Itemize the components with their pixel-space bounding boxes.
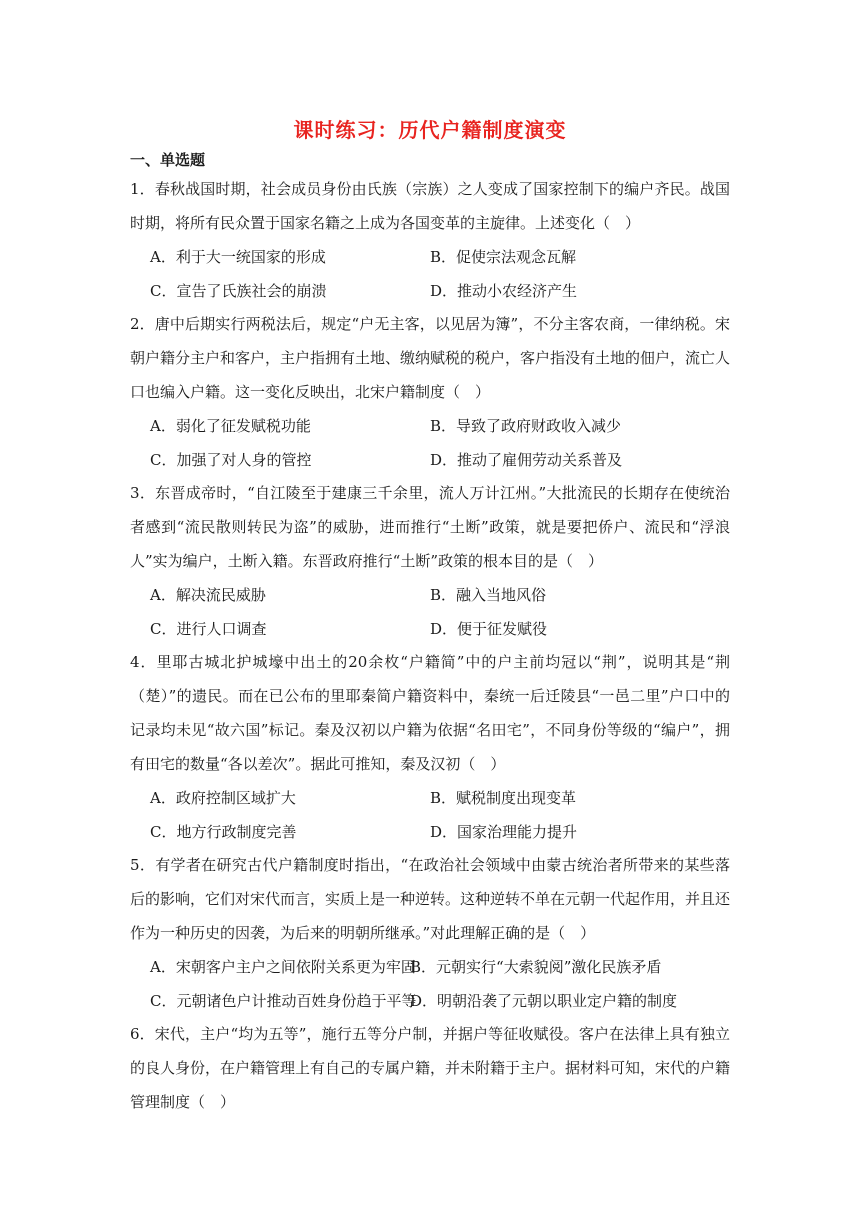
question-2-options bbox=[150, 409, 730, 477]
option-d: D．国家治理能力提升 bbox=[430, 823, 578, 841]
option-c: C．加强了对人身的管控 bbox=[150, 451, 312, 469]
option-a: A．政府控制区域扩大 bbox=[150, 789, 296, 807]
option-b: B．导致了政府财政收入减少 bbox=[430, 417, 622, 435]
question-1-options bbox=[150, 240, 730, 308]
option-c: C．宣告了氏族社会的崩溃 bbox=[150, 282, 327, 300]
option-a: A．弱化了征发赋税功能 bbox=[150, 417, 311, 435]
question-2-stem: 2．唐中后期实行两税法后，规定“户无主客，以见居为簿”，不分主客农商，一律纳税。宋朝户籍分主户和客户，主户指拥有土地、缴纳赋税的税户，客户指没有土地的佃户，流亡人口也编入户籍。这一变化反映出，北宋户籍制度（ ） bbox=[130, 315, 731, 401]
document-title: 课时练习：历代户籍制度演变 bbox=[293, 118, 567, 142]
question-5-stem: 5．有学者在研究古代户籍制度时指出，“在政治社会领域中由蒙古统治者所带来的某些落后的影响，它们对宋代而言，实质上是一种逆转。这种逆转不单在元朝一代起作用，并且还作为一种历史的因袭，为后来的明朝所继承。”对此理解正确的是（ ） bbox=[130, 856, 731, 942]
option-a: A．解决流民威胁 bbox=[150, 586, 266, 604]
question-1-stem: 1．春秋战国时期，社会成员身份由氏族（宗族）之人变成了国家控制下的编户齐民。战国时期，将所有民众置于国家名籍之上成为各国变革的主旋律。上述变化（ ） bbox=[130, 180, 730, 232]
option-d: D．明朝沿袭了元朝以职业定户籍的制度 bbox=[410, 992, 678, 1010]
question-4-stem: 4．里耶古城北护城壕中出土的20余枚“户籍简”中的户主前均冠以“荆”，说明其是“荆（楚）”的遗民。而在已公布的里耶秦简户籍资料中，秦统一后迁陵县“一邑二里”户口中的记录均未见“故六国”标记。秦及汉初以户籍为依据“名田宅”，不同身份等级的“编户”，拥有田宅的数量“各以差次”。据此可推知，秦及汉初（ ） bbox=[130, 653, 730, 773]
section-heading: 一、单选题 bbox=[130, 151, 206, 169]
option-a: A．利于大一统国家的形成 bbox=[150, 248, 326, 266]
option-b: B．元朝实行“大索貌阅”激化民族矛盾 bbox=[410, 958, 662, 976]
option-b: B．融入当地风俗 bbox=[430, 586, 547, 604]
option-d: D．推动小农经济产生 bbox=[430, 282, 578, 300]
option-d: D．便于征发赋役 bbox=[430, 620, 548, 638]
question-3-options bbox=[150, 578, 730, 646]
question-6-stem: 6．宋代，主户“均为五等”，施行五等分户制，并据户等征收赋役。客户在法律上具有独立的良人身份，在户籍管理上有自己的专属户籍，并未附籍于主户。据材料可知，宋代的户籍管理制度（ ） bbox=[130, 1025, 731, 1111]
question-3-stem: 3．东晋成帝时，“自江陵至于建康三千余里，流人万计江州。”大批流民的长期存在使统治者感到“流民散则转民为盗”的威胁，进而推行“土断”政策，就是要把侨户、流民和“浮浪人”实为编户，土断入籍。东晋政府推行“土断”政策的根本目的是（ ） bbox=[130, 484, 730, 570]
question-5-options bbox=[150, 950, 730, 1018]
option-a: A．宋朝客户主户之间依附关系更为牢固 bbox=[150, 958, 416, 976]
option-b: B．促使宗法观念瓦解 bbox=[430, 248, 577, 266]
option-c: C．元朝诸色户计推动百姓身份趋于平等 bbox=[150, 992, 417, 1010]
question-4-options bbox=[150, 781, 730, 849]
option-c: C．地方行政制度完善 bbox=[150, 823, 297, 841]
option-b: B．赋税制度出现变革 bbox=[430, 789, 577, 807]
option-d: D．推动了雇佣劳动关系普及 bbox=[430, 451, 623, 469]
option-c: C．进行人口调查 bbox=[150, 620, 267, 638]
